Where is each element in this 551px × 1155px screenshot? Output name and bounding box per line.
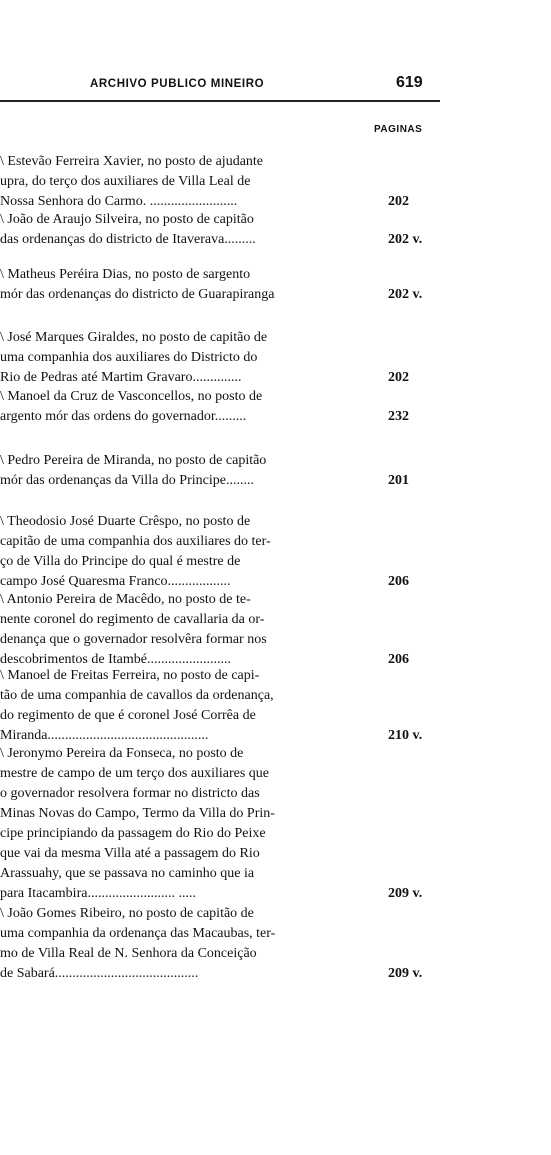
entry-text-line: Nossa Senhora do Carmo. ......................... <box>0 194 238 209</box>
entry-text-line: uma companhia da ordenança das Macaubas, ter- <box>0 926 276 941</box>
header-divider <box>0 100 440 102</box>
entry-text-line: \ José Marques Giraldes, no posto de capitão de <box>0 330 268 345</box>
entry-text-line: Arassuahy, que se passava no caminho que ia <box>0 866 255 881</box>
pages-column-heading: PAGINAS <box>374 124 423 135</box>
entry-text-line: denança que o governador resolvêra formar nos <box>0 632 267 647</box>
entry-text-line: Minas Novas do Campo, Termo da Villa do Prin- <box>0 806 275 821</box>
entry-text-line: capitão de uma companhia dos auxiliares do ter- <box>0 534 271 549</box>
page-reference: 209 v. <box>388 966 423 981</box>
entry-text-line: \ Antonio Pereira de Macêdo, no posto de te- <box>0 592 251 607</box>
page-reference: 206 <box>388 574 409 589</box>
page-number: 619 <box>396 74 423 91</box>
page-reference: 202 <box>388 194 409 209</box>
entry-text-line: que vai da mesma Villa até a passagem do Rio <box>0 846 260 861</box>
entry-text-line: uma companhia dos auxiliares do Districto do <box>0 350 258 365</box>
entry-text-line: mór das ordenanças da Villa do Principe........ <box>0 473 254 488</box>
entry-text-line: \ Manoel da Cruz de Vasconcellos, no posto de <box>0 389 263 404</box>
entry-text-line: argento mór das ordens do governador......... <box>0 409 247 424</box>
entry-text-line: \ Estevão Ferreira Xavier, no posto de ajudante <box>0 154 264 169</box>
entry-text-line: \ Pedro Pereira de Miranda, no posto de capitão <box>0 453 267 468</box>
entry-text-line: mór das ordenanças do districto de Guarapiranga <box>0 287 275 302</box>
entry-text-line: \ Manoel de Freitas Ferreira, no posto de capi- <box>0 668 260 683</box>
entry-text-line: descobrimentos de Itambé........................ <box>0 652 231 667</box>
page-reference: 202 v. <box>388 232 423 247</box>
entry-text-line: de Sabará......................................... <box>0 966 199 981</box>
entry-text-line: \ João Gomes Ribeiro, no posto de capitão de <box>0 906 254 921</box>
page-header <box>0 72 445 100</box>
entry-text-line: \ João de Araujo Silveira, no posto de capitão <box>0 212 254 227</box>
page-reference: 202 <box>388 370 409 385</box>
page-reference: 209 v. <box>388 886 423 901</box>
entry-text-line: para Itacambira......................... ..... <box>0 886 196 901</box>
entry-text-line: ço de Villa do Principe do qual é mestre de <box>0 554 241 569</box>
page-reference: 210 v. <box>388 728 423 743</box>
entry-text-line: mestre de campo de um terço dos auxiliares que <box>0 766 270 781</box>
page-reference: 201 <box>388 473 409 488</box>
page-reference: 202 v. <box>388 287 423 302</box>
entry-text-line: cipe principiando da passagem do Rio do Peixe <box>0 826 266 841</box>
entry-text-line: Rio de Pedras até Martim Gravaro.............. <box>0 370 242 385</box>
entry-text-line: nente coronel do regimento de cavallaria da or- <box>0 612 265 627</box>
entry-text-line: mo de Villa Real de N. Senhora da Conceição <box>0 946 257 961</box>
entry-text-line: \ Matheus Peréira Dias, no posto de sargento <box>0 267 251 282</box>
entry-text-line: do regimento de que é coronel José Corrêa de <box>0 708 256 723</box>
entry-text-line: campo José Quaresma Franco.................. <box>0 574 231 589</box>
running-title: ARCHIVO PUBLICO MINEIRO <box>90 78 265 90</box>
entry-text-line: das ordenanças do districto de Itaverava......... <box>0 232 256 247</box>
entry-text-line: tão de uma companhia de cavallos da ordenança, <box>0 688 274 703</box>
entry-text-line: \ Jeronymo Pereira da Fonseca, no posto de <box>0 746 244 761</box>
page-reference: 206 <box>388 652 409 667</box>
entry-text-line: Miranda.............................................. <box>0 728 209 743</box>
page-reference: 232 <box>388 409 409 424</box>
entry-text-line: upra, do terço dos auxiliares de Villa Leal de <box>0 174 251 189</box>
entry-text-line: o governador resolvera formar no districto das <box>0 786 260 801</box>
entry-text-line: \ Theodosio José Duarte Crêspo, no posto de <box>0 514 251 529</box>
